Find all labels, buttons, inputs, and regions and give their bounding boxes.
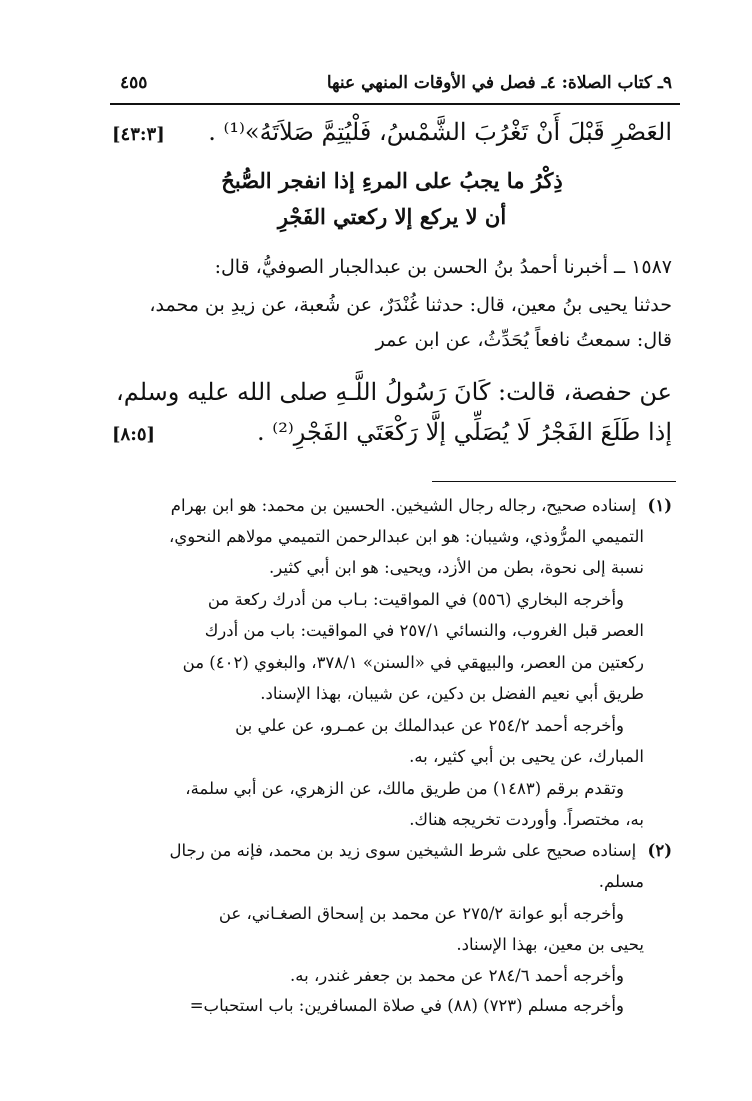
footnote-text: مسلم. [598, 872, 644, 891]
heading-line-2: أن لا يركع إلا ركعتي الفَجْرِ [277, 204, 507, 229]
footnote-text: وأخرجه أحمد ٢٨٤/٦ عن محمد بن جعفر غندر، به. [290, 966, 624, 985]
footnote-1-line [110, 496, 672, 515]
page-number: ٤٥٥ [120, 73, 148, 93]
footnote-1-line [110, 527, 672, 546]
footnote-text: به، مختصراً. وأوردت تخريجه هناك. [409, 810, 644, 829]
footnote-text: إسناده صحيح، رجاله رجال الشيخين. الحسين بن محمد: هو ابن بهرام [170, 496, 637, 515]
footnote-text: وأخرجه أحمد ٢٥٤/٢ عن عبدالملك بن عمـرو، عن علي بن [235, 716, 624, 735]
heading-line-1: ذِكْرُ ما يجبُ على المرءِ إذا انفجر الصُّبحُ [221, 168, 563, 193]
footnote-2-label: (٢) [647, 841, 672, 860]
footnote-text: وأخرجه البخاري (٥٥٦) في المواقيت: بـاب من أدرك ركعة من [207, 590, 624, 609]
footnote-text: إسناده صحيح على شرط الشيخين سوى زيد بن محمد، فإنه من رجال [169, 841, 637, 860]
footnote-text: وأخرجه مسلم (٧٢٣) (٨٨) في صلاة المسافرين: باب استحباب= [189, 996, 624, 1015]
matn-reference: [٨:٥] [112, 424, 156, 445]
footnote-text: يحيى بن معين، بهذا الإسناد. [456, 935, 644, 954]
footnote-text: العصر قبل الغروب، والنسائي ٢٥٧/١ في المواقيت: باب من أدرك [204, 621, 644, 640]
footnote-2-line [110, 996, 672, 1015]
footnotes [110, 0, 672, 1101]
footnote-1-line [110, 653, 672, 672]
footnote-text: المبارك، عن يحيى بن أبي كثير، به. [409, 747, 644, 766]
footnote-2-line [110, 935, 672, 954]
hadith-line-text: حدثنا يحيى بنُ معين، قال: حدثنا غُنْدَرٌ، عن شُعبة، عن زيدِ بن محمد، [149, 294, 672, 316]
footnote-1-line [110, 747, 672, 766]
matn-line-text: إذا طَلَعَ الفَجْرُ لَا يُصَلِّي إلَّا رَكْعَتَي الفَجْرِ⁽²⁾ . [257, 418, 672, 446]
footnote-1-line [110, 810, 672, 829]
footnote-1-line [110, 779, 672, 798]
footnote-1-line [110, 621, 672, 640]
top-line-text: العَصْرِ قَبْلَ أَنْ تَغْرُبَ الشَّمْسُ، فَلْيُتِمَّ صَلاَتَهُ»⁽¹⁾ . [208, 118, 672, 146]
footnote-1-line [110, 590, 672, 609]
footnote-1-line [110, 684, 672, 703]
footnote-text: التميمي المرُّوذي، وشيبان: هو ابن عبدالرحمن التميمي مولاهم النحوي، [169, 527, 644, 546]
top-line-reference: [٤٣:٣] [112, 124, 165, 145]
matn-line-text: عن حفصة، قالت: كَانَ رَسُولُ اللَّـهِ صلى الله عليه وسلم، [116, 378, 672, 406]
footnote-1-label: (١) [647, 496, 672, 515]
footnote-2-line [110, 966, 672, 985]
hadith-line-text: ١٥٨٧ ــ أخبرنا أحمدُ بنُ الحسن بن عبدالجبار الصوفيُّ، قال: [214, 256, 672, 278]
footnote-text: وأخرجه أبو عوانة ٢٧٥/٢ عن محمد بن إسحاق الصغـاني، عن [218, 904, 624, 923]
footnote-2-line [110, 904, 672, 923]
chapter-title: ٩ـ كتاب الصلاة: ٤ـ فصل في الأوقات المنهي عنها [326, 73, 672, 93]
footnote-text: ركعتين من العصر، والبيهقي في «السنن» ٣٧٨/١، والبغوي (٤٠٢) من [182, 653, 644, 672]
footnote-1-line [110, 716, 672, 735]
footnote-2-line [110, 872, 672, 891]
footnote-text: نسبة إلى نحوة، بطن من الأزد، ويحيى: هو ابن أبي كثير. [269, 558, 644, 577]
footnote-1-line [110, 558, 672, 577]
footnote-text: طريق أبي نعيم الفضل بن دكين، عن شيبان، بهذا الإسناد. [260, 684, 644, 703]
footnote-text: وتقدم برقم (١٤٨٣) من طريق مالك، عن الزهري، عن أبي سلمة، [185, 779, 624, 798]
hadith-line-text: قال: سمعتُ نافعاً يُحَدِّثُ، عن ابن عمر [375, 329, 672, 351]
footnote-2-line [110, 841, 672, 860]
